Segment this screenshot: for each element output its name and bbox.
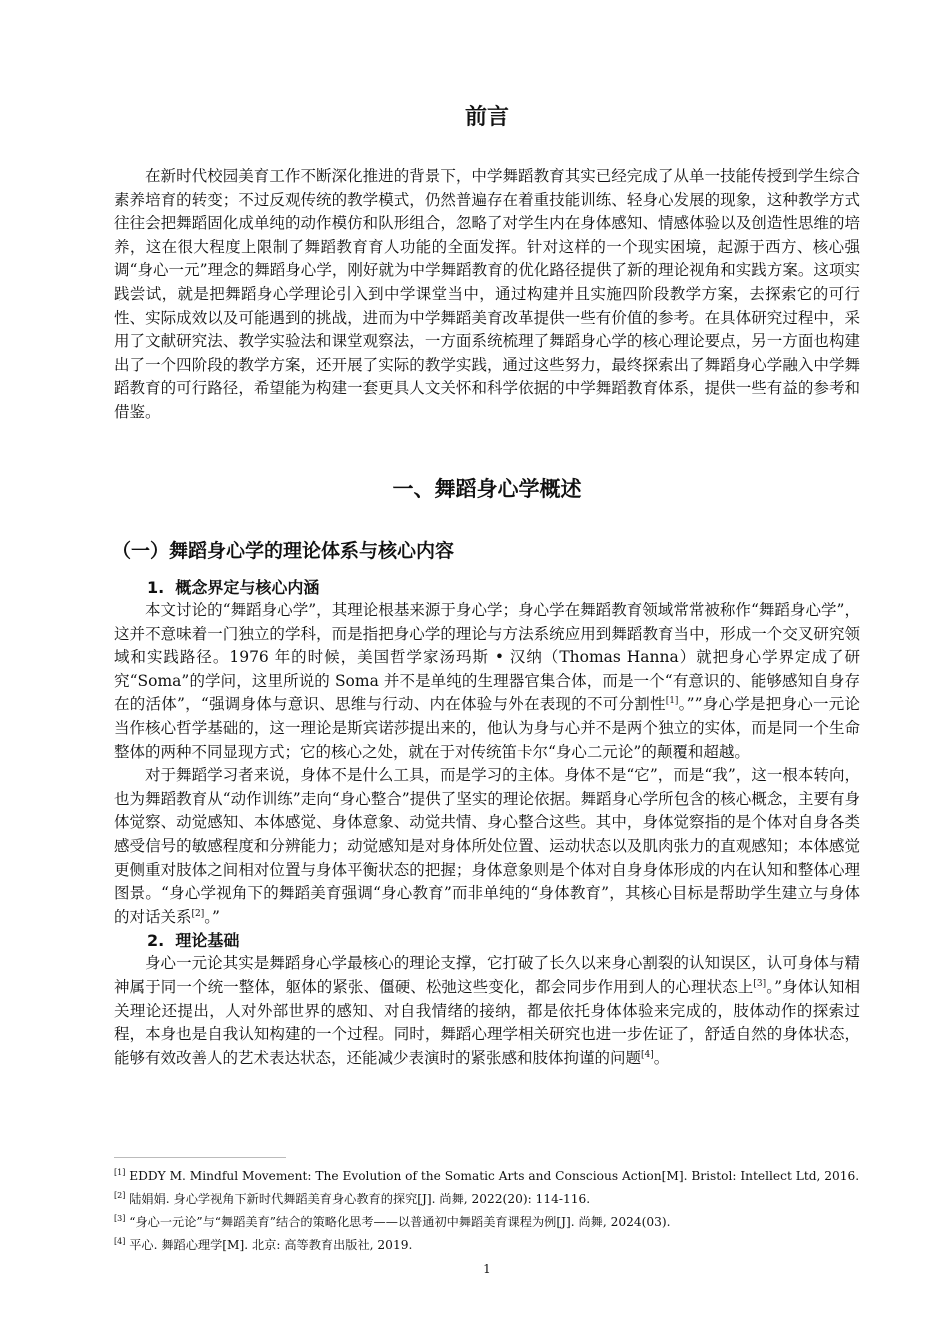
text-run: 本文讨论的“舞蹈身心学”，其理论根基来源于身心学；身心学在舞蹈教育领域常常被称作“舞蹈身心学”，这并不意味着一门独立的学科，而是指把身心学的理论与方法系统应用到舞蹈教育当中，形成一个交叉研究领域和实践路径。1976 年的时候，美国哲学家汤玛斯 • 汉纳（Thomas Hanna）就把身心学界定成了研究“Soma”的学问，这里所说的 Soma 并不是单纯的生理器官集合体，而是一个“有意识的、能够感知自身存在的活体”，“强调身体与意识、思维与行动、内在体验与外在表现的不可分割性 [114, 601, 860, 714]
footnote-3 [114, 1213, 860, 1231]
footnote-ref-2[interactable]: [2] [191, 908, 205, 919]
text-run: 身心一元论其实是舞蹈身心学最核心的理论支撑，它打破了长久以来身心割裂的认知误区，认可身体与精神属于同一个统一整体，躯体的紧张、僵硬、松弛这些变化，都会同步作用到人的心理状态上 [114, 954, 860, 996]
footnote-divider [114, 1157, 286, 1158]
footnote-text: 陆娟娟. 身心学视角下新时代舞蹈美育身心教育的探究[J]. 尚舞, 2022(20): 114-116. [129, 1192, 591, 1206]
subsection-title-concept: 1. 概念界定与核心内涵 [147, 578, 320, 597]
text-run: 。””身心学是把身心一元论当作核心哲学基础的，这一理论是斯宾诺莎提出来的，他认为身与心并不是两个独立的实体，而是同一个生命整体的两种不同显现方式；它的核心之处，就在于对传统笛卡尔“身心二元论”的颠覆和超越。 [114, 695, 860, 761]
page-number: 1 [483, 1262, 491, 1276]
footnote-ref-4[interactable]: [4] [641, 1049, 654, 1060]
footnote-ref-3[interactable]: [3] [753, 978, 767, 989]
paragraph-concept-2 [114, 764, 860, 929]
footnote-2 [114, 1190, 860, 1208]
footnote-text: “身心一元论”与“舞蹈美育”结合的策略化思考——以普通初中舞蹈美育课程为例[J]. 尚舞, 2024(03). [129, 1215, 671, 1229]
footnote-1 [114, 1167, 860, 1185]
preface-section [114, 165, 860, 425]
preface-title: 前言 [464, 105, 509, 130]
text-run: 。” [204, 907, 220, 926]
section-body [114, 576, 860, 1070]
section-title: （一）舞蹈身心学的理论体系与核心内容 [112, 540, 455, 562]
footnote-4 [114, 1236, 860, 1254]
paragraph-theory-1 [114, 952, 860, 1070]
text-run: 对于舞蹈学习者来说，身体不是什么工具，而是学习的主体。身体不是“它”，而是“我”，这一根本转向，也为舞蹈教育从“动作训练”走向“身心整合”提供了坚实的理论依据。舞蹈身心学所包含的核心概念，主要有身体觉察、动觉感知、本体感觉、身体意象、动觉共情、身心整合这些。其中，身体觉察指的是个体对自身各类感受信号的敏感程度和分辨能力；动觉感知是对身体所处位置、运动状态以及肌肉张力的直观感知；本体感觉更侧重对肢体之间相对位置与身体平衡状态的把握；身体意象则是个体对自身身体形成的内在认知和整体心理图景。“身心学视角下的舞蹈美育强调“身心教育”而非单纯的“身体教育”，其核心目标是帮助学生建立与身体的对话关系 [114, 766, 860, 926]
footnote-ref-1[interactable]: [1] [665, 696, 679, 707]
footnote-mark: [4] [114, 1236, 126, 1246]
footnotes [114, 1167, 860, 1259]
text-run: 。 [653, 1048, 670, 1067]
subsection-title-theory: 2. 理论基础 [147, 931, 240, 951]
footnote-mark: [1] [114, 1167, 126, 1177]
footnote-text: EDDY M. Mindful Movement: The Evolution of the Somatic Arts and Conscious Action[M]. Bristol: Intellect Ltd, 2016. [129, 1169, 860, 1183]
preface-paragraph: 在新时代校园美育工作不断深化推进的背景下，中学舞蹈教育其实已经完成了从单一技能传授到学生综合素养培育的转变；不过反观传统的教学模式，仍然普遍存在着重技能训练、轻身心发展的现象，这种教学方式往往会把舞蹈固化成单纯的动作模仿和队形组合，忽略了对学生内在身体感知、情感体验以及创造性思维的培养，这在很大程度上限制了舞蹈教育育人功能的全面发挥。针对这样的一个现实困境，起源于西方、核心强调“身心一元”理念的舞蹈身心学，刚好就为中学舞蹈教育的优化路径提供了新的理论视角和实践方案。这项实践尝试，就是把舞蹈身心学理论引入到中学课堂当中，通过构建并且实施四阶段教学方案，去探索它的可行性、实际成效以及可能遇到的挑战，进而为中学舞蹈美育改革提供一些有价值的参考。在具体研究过程中，采用了文献研究法、教学实验法和课堂观察法，一方面系统梳理了舞蹈身心学的核心理论要点，另一方面也构建出了一个四阶段的教学方案，还开展了实际的教学实践，通过这些努力，最终探索出了舞蹈身心学融入中学舞蹈教育的可行路径，希望能为构建一套更具人文关怀和科学依据的中学舞蹈教育体系，提供一些有益的参考和借鉴。 [114, 167, 860, 421]
footnote-mark: [2] [114, 1190, 126, 1200]
text-run: 。”身体认知相关理论还提出，人对外部世界的感知、对自我情绪的接纳，都是依托身体体验来完成的，肢体动作的探索过程，本身也是自我认知构建的一个过程。同时，舞蹈心理学相关研究也进一步佐证了，舒适自然的身体状态，能够有效改善人的艺术表达状态，还能减少表演时的紧张感和肢体拘谨的问题 [114, 977, 860, 1067]
footnote-text: 平心. 舞蹈心理学[M]. 北京: 高等教育出版社, 2019. [129, 1238, 413, 1252]
chapter-title: 一、舞蹈身心学概述 [392, 477, 582, 501]
paragraph-concept-1 [114, 599, 860, 764]
footnote-mark: [3] [114, 1213, 126, 1223]
